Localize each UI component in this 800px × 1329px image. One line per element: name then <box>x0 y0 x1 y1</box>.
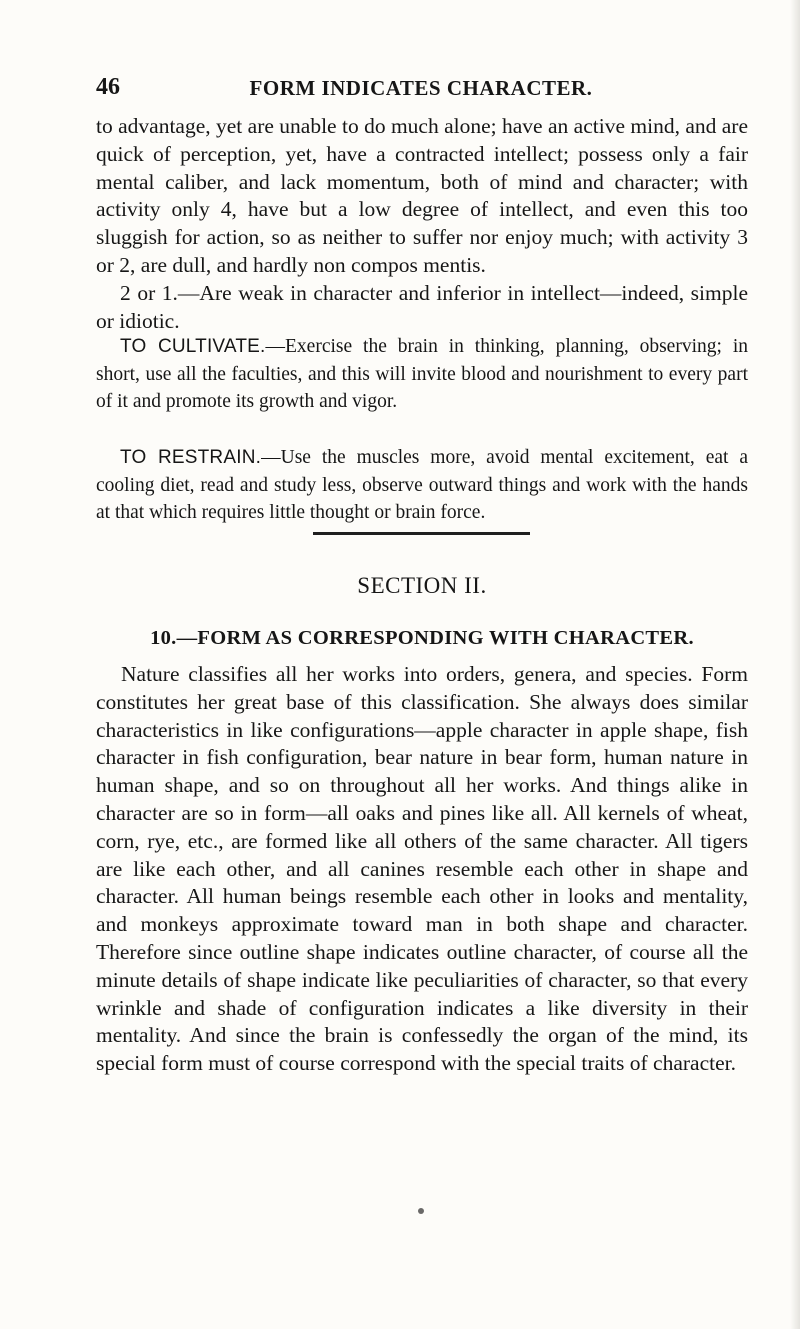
body-paragraph: Nature classifies all her works into orders, genera, and species. Form constitutes her great base of this classification. She always does similar characteristics in like configurations—apple character in apple shape, fish character in fish configuration, bear nature in bear form, human nature in human shape, and so on throughout all her works. And things alike in character are so in form—all oaks and pines like all. All kernels of wheat, corn, rye, etc., are formed like all others of the same character. All tigers are like each other, and all canines resemble each other in shape and character. All human beings resemble each other in looks and mentality, and monkeys approximate toward man in both shape and character. Therefore since outline shape indicates outline character, of course all the minute details of shape indicate like peculiarities of character, so that every wrinkle and shade of configuration indicates a like diversity in their mentality. And since the brain is confessedly the organ of the mind, its special form must of course correspond with the special traits of character. <box>96 662 748 1076</box>
section-divider <box>313 532 530 535</box>
restrain-paragraph <box>96 444 748 527</box>
page-edge-shadow <box>790 0 800 1329</box>
cultivate-heading: TO CULTIVATE. <box>120 336 266 357</box>
ink-speck <box>418 1208 424 1214</box>
cultivate-paragraph <box>96 333 748 416</box>
restrain-body: —Use the muscles more, avoid mental excitement, eat a cooling diet, read and study less, observe outward things and work with the hands at that which requires little thought or brain force. <box>96 447 748 523</box>
continuation-text: to advantage, yet are unable to do much alone; have an active mind, and are quick of perception, yet, have a contracted intellect; possess only a fair mental caliber, and lack momentum, both of mind and character; with activity only 4, have but a low degree of intellect, and even this too sluggish for action, so as neither to suffer nor enjoy much; with activity 3 or 2, are dull, and hardly non compos mentis. <box>96 114 748 277</box>
section-title: SECTION II. <box>357 573 487 598</box>
chapter-title: 10.—FORM AS CORRESPONDING WITH CHARACTER. <box>150 627 694 649</box>
page-number: 46 <box>96 74 120 100</box>
running-title: FORM INDICATES CHARACTER. <box>249 76 593 100</box>
page-header <box>96 74 746 104</box>
activity-one-text: 2 or 1.—Are weak in character and inferior in intellect—indeed, simple or idiotic. <box>96 280 748 333</box>
restrain-heading: TO RESTRAIN. <box>120 447 262 468</box>
cultivate-body: —Exercise the brain in thinking, planning, observing; in short, use all the faculties, and this will invite blood and nourishment to every part of it and promote its growth and vigor. <box>96 336 748 412</box>
